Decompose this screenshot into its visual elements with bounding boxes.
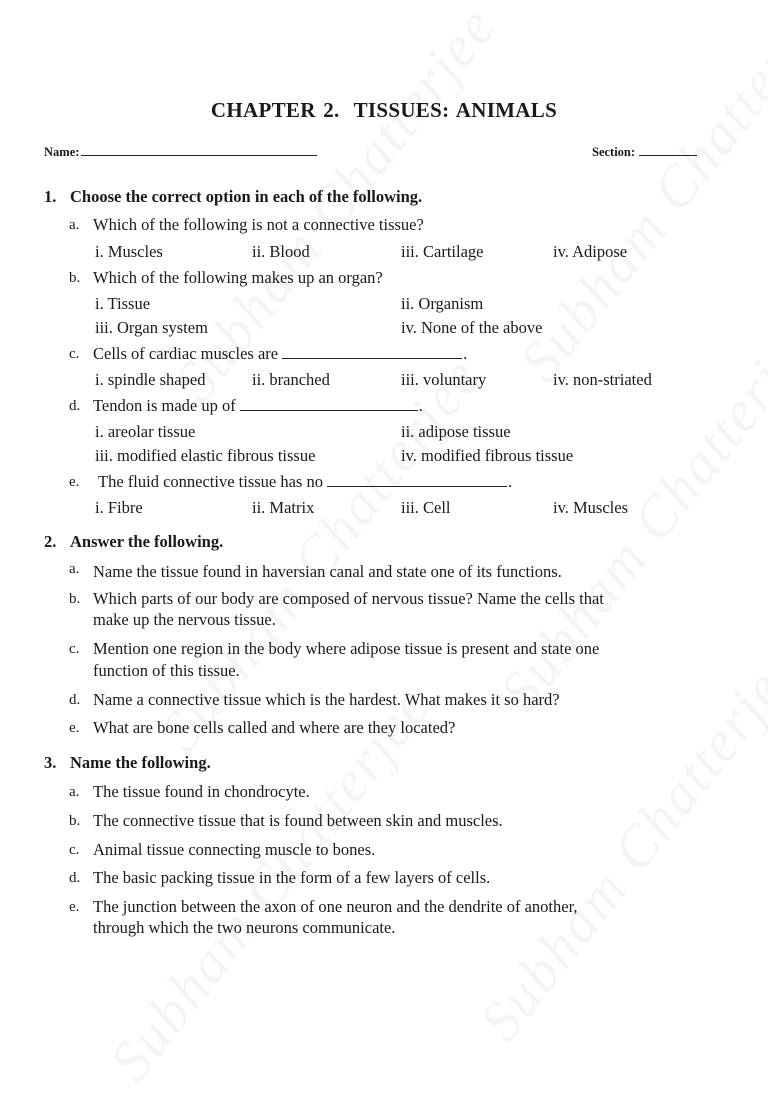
- question-text: The tissue found in chondrocyte.: [93, 782, 310, 801]
- item-label: d.: [69, 692, 81, 708]
- item-label: e.: [69, 720, 80, 736]
- question-text: Cells of cardiac muscles are .: [93, 344, 468, 363]
- page-title: [0, 98, 768, 123]
- question-text: The junction between the axon of one neuron and the dendrite of another,: [93, 897, 578, 916]
- section-blank[interactable]: [639, 143, 697, 156]
- question-text: function of this tissue.: [93, 661, 240, 680]
- answer-blank[interactable]: [327, 472, 507, 487]
- item-label: a.: [69, 784, 80, 800]
- question-1-heading: 1. Choose the correct option in each of the following.: [44, 187, 423, 206]
- item-label: e.: [69, 474, 80, 490]
- option: ii. Matrix: [252, 498, 315, 517]
- item-label: b.: [69, 270, 81, 286]
- option: iii. Organ system: [95, 318, 208, 337]
- option: iii. Cartilage: [401, 242, 484, 261]
- chapter-title: TISSUES: ANIMALS: [353, 98, 558, 122]
- answer-blank[interactable]: [240, 396, 418, 411]
- question-text: Name the tissue found in haversian canal and state one of its functions.: [93, 562, 562, 581]
- item-label: c.: [69, 641, 80, 657]
- question-text: Tendon is made up of .: [93, 396, 423, 415]
- question-2-heading: 2. Answer the following.: [44, 532, 224, 551]
- question-text: through which the two neurons communicate.: [93, 918, 396, 937]
- option: iii. Cell: [401, 498, 451, 517]
- watermark: [506, 0, 768, 393]
- option: iv. modified fibrous tissue: [401, 446, 574, 465]
- question-3-heading: 3. Name the following.: [44, 753, 211, 772]
- question-text: Animal tissue connecting muscle to bones.: [93, 840, 376, 859]
- question-text: Which of the following makes up an organ?: [93, 268, 383, 287]
- option: iv. non-striated: [553, 370, 652, 389]
- item-label: a.: [69, 561, 80, 577]
- section-label: Section:: [592, 145, 636, 159]
- question-text: Which of the following is not a connective tissue?: [93, 215, 424, 234]
- item-label: e.: [69, 899, 80, 915]
- item-label: a.: [69, 217, 80, 233]
- option: ii. branched: [252, 370, 330, 389]
- question-text: The connective tissue that is found between skin and muscles.: [93, 811, 503, 830]
- option: i. Muscles: [95, 242, 163, 261]
- question-text: The fluid connective tissue has no .: [98, 472, 513, 491]
- item-label: c.: [69, 346, 80, 362]
- item-label: c.: [69, 842, 80, 858]
- item-label: d.: [69, 870, 81, 886]
- option: i. areolar tissue: [95, 422, 196, 441]
- option: iv. None of the above: [401, 318, 543, 337]
- item-label: b.: [69, 813, 81, 829]
- option: i. Tissue: [95, 294, 151, 313]
- name-label: Name:: [44, 145, 80, 159]
- question-text: Name a connective tissue which is the hardest. What makes it so hard?: [93, 690, 560, 709]
- name-blank[interactable]: [81, 143, 317, 156]
- option: iv. Muscles: [553, 498, 629, 517]
- question-text: Mention one region in the body where adipose tissue is present and state one: [93, 639, 600, 658]
- question-text: What are bone cells called and where are they located?: [93, 718, 456, 737]
- option: iii. voluntary: [401, 370, 487, 389]
- option: iii. modified elastic fibrous tissue: [95, 446, 316, 465]
- option: i. spindle shaped: [95, 370, 206, 389]
- question-text: Which parts of our body are composed of nervous tissue? Name the cells that: [93, 589, 604, 608]
- item-label: b.: [69, 591, 81, 607]
- option: ii. adipose tissue: [401, 422, 511, 441]
- chapter-number: CHAPTER 2.: [210, 98, 340, 122]
- answer-blank[interactable]: [282, 344, 462, 359]
- name-field[interactable]: [44, 143, 317, 160]
- item-label: d.: [69, 398, 81, 414]
- option: i. Fibre: [95, 498, 143, 517]
- section-field[interactable]: [592, 143, 697, 160]
- question-text: make up the nervous tissue.: [93, 610, 276, 629]
- option: ii. Organism: [401, 294, 484, 313]
- question-text: The basic packing tissue in the form of a few layers of cells.: [93, 868, 491, 887]
- option: ii. Blood: [252, 242, 310, 261]
- option: iv. Adipose: [553, 242, 628, 261]
